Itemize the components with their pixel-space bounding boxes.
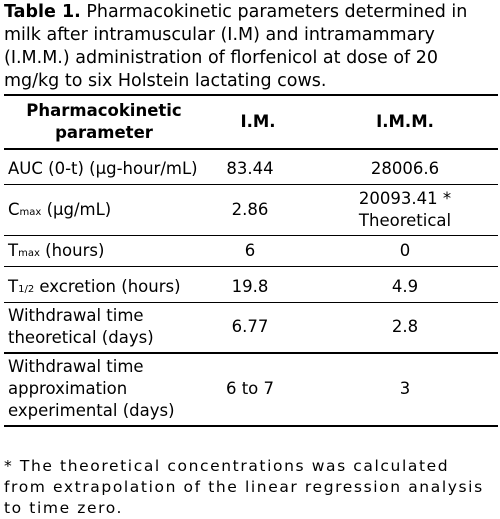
withdrawal-experimental-line3: experimental (days) bbox=[8, 401, 175, 420]
cmax-subscript: max bbox=[19, 207, 42, 218]
header-parameter-line1: Pharmacokinetic bbox=[26, 101, 182, 120]
cmax-symbol: C bbox=[8, 200, 20, 219]
row-divider bbox=[4, 235, 498, 236]
row-divider bbox=[4, 266, 498, 267]
withdrawal-theoretical-line1: Withdrawal time bbox=[8, 306, 144, 325]
row-withdrawal-experimental-im: 6 to 7 bbox=[225, 379, 275, 398]
header-rule bbox=[4, 148, 498, 150]
thalf-unit: excretion (hours) bbox=[34, 277, 181, 296]
header-parameter bbox=[4, 100, 204, 144]
row-withdrawal-theoretical-imm: 2.8 bbox=[391, 317, 419, 336]
row-cmax-param bbox=[8, 199, 206, 224]
tmax-subscript: max bbox=[18, 248, 40, 259]
row-auc-im: 83.44 bbox=[226, 159, 274, 178]
row-withdrawal-theoretical-im: 6.77 bbox=[231, 317, 269, 336]
cmax-imm-value: 20093.41 * bbox=[358, 189, 452, 208]
row-withdrawal-theoretical-param bbox=[8, 305, 206, 349]
table-bottom-rule bbox=[4, 425, 498, 427]
table-top-rule bbox=[4, 94, 498, 96]
row-thalf-param bbox=[8, 276, 206, 301]
thalf-symbol: T bbox=[8, 277, 19, 296]
tmax-symbol: T bbox=[8, 241, 19, 260]
row-thalf-imm: 4.9 bbox=[391, 277, 419, 296]
caption-text: Pharmacokinetic parameters determined in milk after intramuscular (I.M) and intramammary (I.M.M.) administration of florfenicol at dose of 20 mg/kg to six Holstein lactating cows. bbox=[4, 2, 468, 91]
row-divider bbox=[4, 184, 498, 185]
header-parameter-line2: parameter bbox=[55, 123, 153, 142]
cmax-imm-note: Theoretical bbox=[358, 211, 452, 230]
row-auc-imm: 28006.6 bbox=[370, 159, 440, 178]
row-divider bbox=[4, 302, 498, 303]
row-withdrawal-experimental-param bbox=[8, 356, 206, 422]
header-imm: I.M.M. bbox=[376, 112, 434, 131]
row-tmax-imm: 0 bbox=[399, 241, 411, 260]
section-rule bbox=[4, 352, 498, 354]
thalf-subscript: 1/2 bbox=[18, 284, 35, 295]
cmax-unit: (μg/mL) bbox=[41, 200, 112, 219]
row-auc-param: AUC (0-t) (μg-hour/mL) bbox=[8, 159, 198, 178]
withdrawal-experimental-line1: Withdrawal time bbox=[8, 357, 144, 376]
withdrawal-theoretical-line2: theoretical (days) bbox=[8, 328, 154, 347]
table-footnote: * The theoretical concentrations was calculated from extrapolation of the linear regression analysis to time zero. bbox=[4, 457, 484, 517]
header-im: I.M. bbox=[240, 112, 276, 131]
row-tmax-param bbox=[8, 240, 206, 265]
withdrawal-experimental-line2: approximation bbox=[8, 379, 128, 398]
table-label: Table 1. bbox=[4, 2, 81, 22]
row-tmax-im: 6 bbox=[244, 241, 256, 260]
table-caption bbox=[4, 1, 498, 93]
tmax-unit: (hours) bbox=[39, 241, 105, 260]
row-withdrawal-experimental-imm: 3 bbox=[399, 379, 411, 398]
row-cmax-imm bbox=[312, 188, 498, 232]
row-thalf-im: 19.8 bbox=[231, 277, 269, 296]
row-cmax-im: 2.86 bbox=[231, 200, 269, 219]
